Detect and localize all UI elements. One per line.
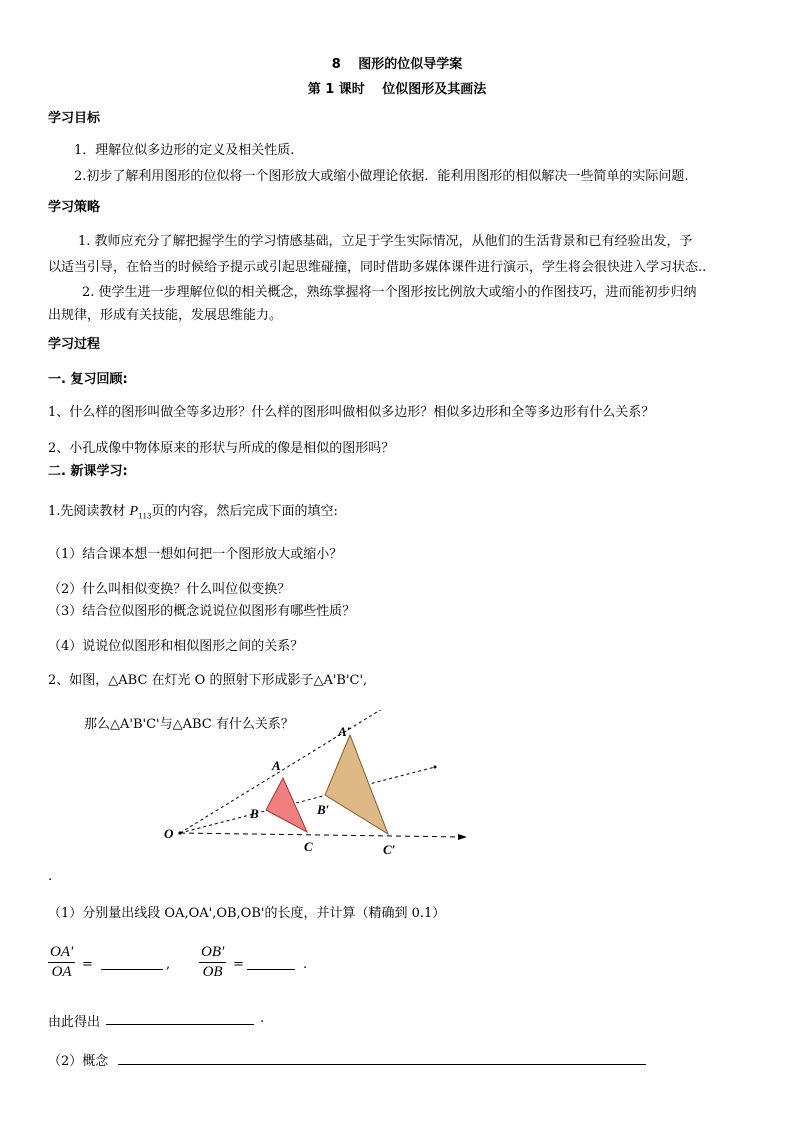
page-symbol: P <box>129 504 139 519</box>
review-question-2: 2、小孔成像中物体原来的形状与所成的像是相似的图形吗？ <box>48 441 395 456</box>
point-label-c: C <box>304 839 313 854</box>
strategy-p2-line1: 2. 使学生进一步理解位似的相关概念，熟练掌握将一个图形按比例放大或缩小的作图技巧，进而能初步归纳 <box>82 285 697 300</box>
document-title: 8 图形的位似导学案 <box>331 57 463 72</box>
triangle-abc <box>266 778 307 832</box>
objectives-heading: 学习目标 <box>48 111 101 126</box>
point-label-b2: B′ <box>317 802 330 817</box>
question-2: （2）什么叫相似变换？什么叫位似变换？ <box>48 582 291 597</box>
fraction-oa-denominator: OA <box>51 964 72 980</box>
homothety-figure <box>155 710 475 860</box>
point-label-c2: C′ <box>383 842 396 857</box>
fraction-ob <box>199 944 226 981</box>
objective-item-1: 1．理解位似多边形的定义及相关性质. <box>74 143 295 158</box>
equals-sign-1: = <box>82 957 93 972</box>
reading-prefix: 1.先阅读教材 <box>48 504 130 519</box>
point-label-a: A <box>272 758 281 773</box>
reading-instruction <box>48 500 338 521</box>
concept-label: （2）概念 <box>48 1054 109 1069</box>
review-heading: 一. 复习回顾: <box>48 372 128 387</box>
strategy-p2-line2: 出规律，形成有关技能，发展思维能力。 <box>48 308 283 323</box>
triangle-a1b1c1 <box>325 735 388 834</box>
point-o <box>178 831 181 834</box>
measure-instruction: （1）分别量出线段 OA,OA',OB,OB'的长度，并计算（精确到 0.1） <box>48 906 446 921</box>
ray-ob <box>180 767 435 833</box>
period-2: . <box>260 1011 265 1026</box>
ray-arrowhead <box>458 834 467 840</box>
conclusion-label: 由此得出 <box>48 1015 101 1030</box>
strategy-heading: 学习策略 <box>48 200 101 215</box>
ray-oc <box>180 833 463 837</box>
process-heading: 学习过程 <box>48 337 101 352</box>
figure-question-line2: 那么△A'B'C'与△ABC 有什么关系？ <box>84 717 294 732</box>
figure-question-line1: 2、如图，△ABC 在灯光 O 的照射下形成影子△A'B'C', <box>48 673 368 688</box>
separator-dot: . <box>48 869 53 884</box>
page-number: 113 <box>138 512 152 521</box>
comma: , <box>166 957 171 972</box>
fraction-oa <box>48 944 75 981</box>
objective-item-2: 2.初步了解利用图形的位似将一个图形放大或缩小做理论依据．能利用图形的相似解决一些简单的实际问题. <box>74 169 689 184</box>
lesson-subtitle: 第 1 课时 位似图形及其画法 <box>307 82 487 97</box>
question-3: （3）结合位似图形的概念说说位似图形有哪些性质？ <box>48 604 356 619</box>
fraction-ob-denominator: OB <box>202 964 223 980</box>
review-question-1: 1、什么样的图形叫做全等多边形？什么样的图形叫做相似多边形？相似多边形和全等多边形有什么关系？ <box>48 405 655 420</box>
new-lesson-heading: 二. 新课学习: <box>48 464 128 479</box>
equals-sign-2: = <box>233 957 244 972</box>
answer-blank-oa[interactable] <box>101 955 163 970</box>
point-label-o: O <box>164 826 174 841</box>
fraction-ob-numerator: OB' <box>199 944 226 963</box>
conclusion-blank[interactable] <box>106 1010 254 1025</box>
point-label-b: B <box>250 806 259 821</box>
period-1: . <box>303 957 308 972</box>
question-1: （1）结合课本想一想如何把一个图形放大或缩小？ <box>48 547 343 562</box>
fraction-oa-numerator: OA' <box>48 944 75 963</box>
strategy-p1-line2: 以适当引导，在恰当的时候给予提示或引起思维碰撞，同时借助多媒体课件进行演示，学生将会很快进入学习状态.. <box>48 260 707 275</box>
point-label-a2: A′ <box>338 724 351 739</box>
question-4: （4）说说位似图形和相似图形之间的关系？ <box>48 639 304 654</box>
concept-blank[interactable] <box>118 1050 646 1065</box>
reading-suffix: 页的内容，然后完成下面的填空: <box>151 504 338 519</box>
ray-end-dot <box>434 766 437 769</box>
answer-blank-ob[interactable] <box>247 955 295 970</box>
strategy-p1-line1: 1. 教师应充分了解把握学生的学习情感基础，立足于学生实际情况，从他们的生活背景和已有经验出发，予 <box>78 234 693 249</box>
